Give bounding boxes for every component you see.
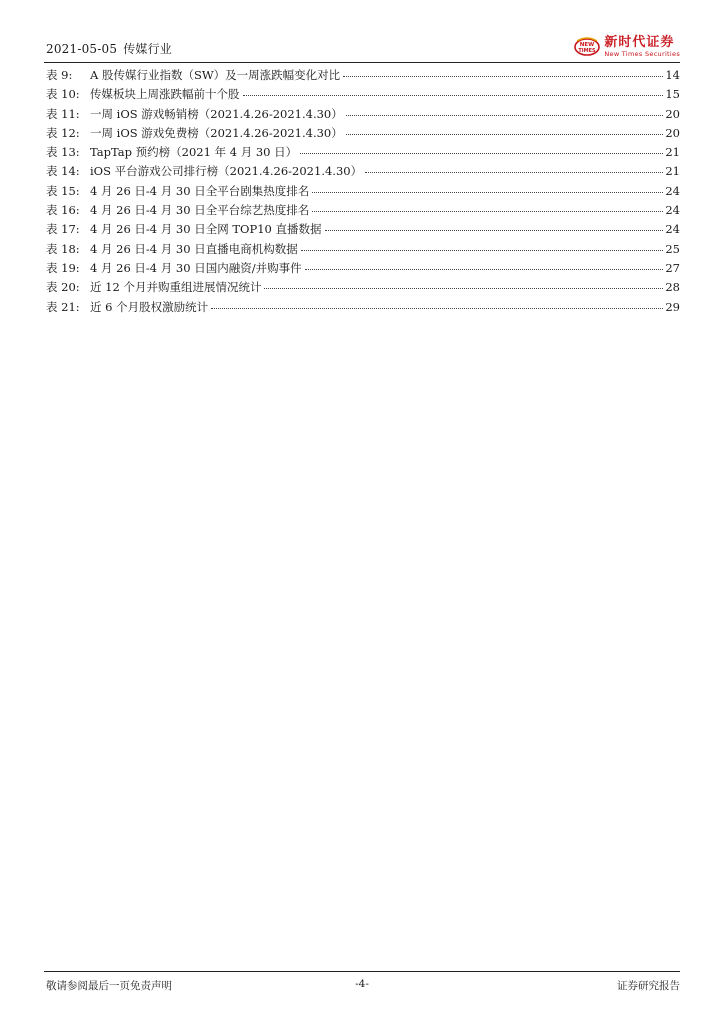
toc-entry-label: 表 17: [46, 222, 80, 237]
toc-entry-page: 14 [665, 68, 680, 82]
toc-entry-title: A 股传媒行业指数（SW）及一周涨跌幅变化对比 [90, 68, 341, 82]
toc-entry-title: TapTap 预约榜（2021 年 4 月 30 日） [90, 145, 298, 160]
toc-entry-label: 表 19: [46, 260, 80, 275]
toc-entry-label: 表 13: [46, 145, 80, 160]
toc-dot-leader [346, 115, 664, 116]
toc-entry-label: 表 15: [46, 183, 80, 198]
toc-entry-title: 一周 iOS 游戏畅销榜（2021.4.26-2021.4.30） [90, 106, 343, 121]
report-date: 2021-05-05 [46, 42, 118, 56]
company-logo [573, 36, 680, 58]
toc-dot-leader [264, 288, 663, 289]
toc-entry-label: 表 10: [46, 87, 80, 102]
document-type: 证券研究报告 [617, 980, 680, 992]
logo-emblem-icon [573, 36, 601, 58]
toc-dot-leader [365, 172, 663, 173]
toc-entry[interactable] [46, 67, 680, 86]
toc-entry-label: 表 16: [46, 203, 80, 218]
toc-dot-leader [211, 308, 663, 309]
toc-entry-title: 一周 iOS 游戏免费榜（2021.4.26-2021.4.30） [90, 125, 343, 140]
toc-entry[interactable] [46, 86, 680, 105]
toc-entry-page: 20 [665, 106, 680, 121]
logo-mark-line1: NEW [580, 42, 595, 48]
toc-entry[interactable] [46, 241, 680, 260]
toc-entry-title: 4 月 26 日-4 月 30 日国内融资/并购事件 [90, 260, 302, 275]
toc-entry-label: 表 18: [46, 241, 80, 256]
toc-entry-label: 表 12: [46, 125, 80, 140]
toc-entry-title: iOS 平台游戏公司排行榜（2021.4.26-2021.4.30） [90, 164, 363, 179]
toc-entry-page: 24 [665, 222, 680, 237]
disclaimer-note: 敬请参阅最后一页免责声明 [46, 980, 172, 992]
page-header [44, 28, 680, 63]
toc-entry[interactable] [46, 106, 680, 125]
toc-dot-leader [346, 134, 664, 135]
toc-entry-label: 表 14: [46, 164, 80, 179]
toc-dot-leader [300, 153, 663, 154]
toc-dot-leader [312, 192, 663, 193]
toc-entry[interactable] [46, 183, 680, 202]
toc-entry-title: 近 6 个月股权激励统计 [90, 299, 209, 314]
toc-entry-title: 4 月 26 日-4 月 30 日全平台剧集热度排名 [90, 183, 310, 198]
toc-entry-page: 29 [665, 299, 680, 314]
toc-entry[interactable] [46, 299, 680, 318]
toc-entry[interactable] [46, 144, 680, 163]
table-of-contents [46, 67, 680, 318]
logo-mark-line2: TIMES [578, 48, 596, 54]
toc-dot-leader [305, 269, 664, 270]
logo-text [604, 36, 680, 58]
toc-entry-label: 表 9: [46, 68, 73, 82]
toc-entry-page: 21 [665, 145, 680, 160]
page-footer [44, 971, 680, 992]
toc-dot-leader [243, 95, 664, 96]
toc-entry[interactable] [46, 163, 680, 182]
toc-entry-page: 24 [665, 183, 680, 198]
header-info [46, 40, 172, 57]
toc-entry[interactable] [46, 221, 680, 240]
toc-dot-leader [312, 211, 663, 212]
toc-dot-leader [325, 230, 664, 231]
toc-entry-title: 4 月 26 日-4 月 30 日全平台综艺热度排名 [90, 203, 310, 218]
toc-entry-title: 4 月 26 日-4 月 30 日全网 TOP10 直播数据 [90, 222, 322, 237]
report-type: 传媒行业 [123, 42, 172, 56]
toc-entry[interactable] [46, 260, 680, 279]
toc-entry-page: 28 [665, 280, 680, 295]
toc-entry-title: 传媒板块上周涨跌幅前十个股 [90, 87, 240, 102]
toc-entry-page: 20 [665, 125, 680, 140]
toc-entry[interactable] [46, 125, 680, 144]
toc-dot-leader [301, 250, 664, 251]
toc-entry-page: 27 [665, 260, 680, 275]
toc-entry-label: 表 20: [46, 280, 80, 295]
toc-entry[interactable] [46, 202, 680, 221]
toc-entry-page: 15 [665, 87, 680, 102]
toc-entry-page: 24 [665, 203, 680, 218]
toc-entry-label: 表 11: [46, 106, 80, 121]
toc-entry-label: 表 21: [46, 299, 80, 314]
toc-dot-leader [343, 76, 663, 77]
page-number: -4- [355, 978, 369, 990]
toc-entry-title: 4 月 26 日-4 月 30 日直播电商机构数据 [90, 241, 298, 256]
toc-entry-page: 25 [665, 241, 680, 256]
logo-chinese-name: 新时代证券 [604, 35, 675, 51]
logo-english-name: New Times Securities [604, 50, 680, 59]
toc-entry-page: 21 [665, 164, 680, 179]
toc-entry-title: 近 12 个月并购重组进展情况统计 [90, 280, 262, 295]
toc-entry[interactable] [46, 279, 680, 298]
